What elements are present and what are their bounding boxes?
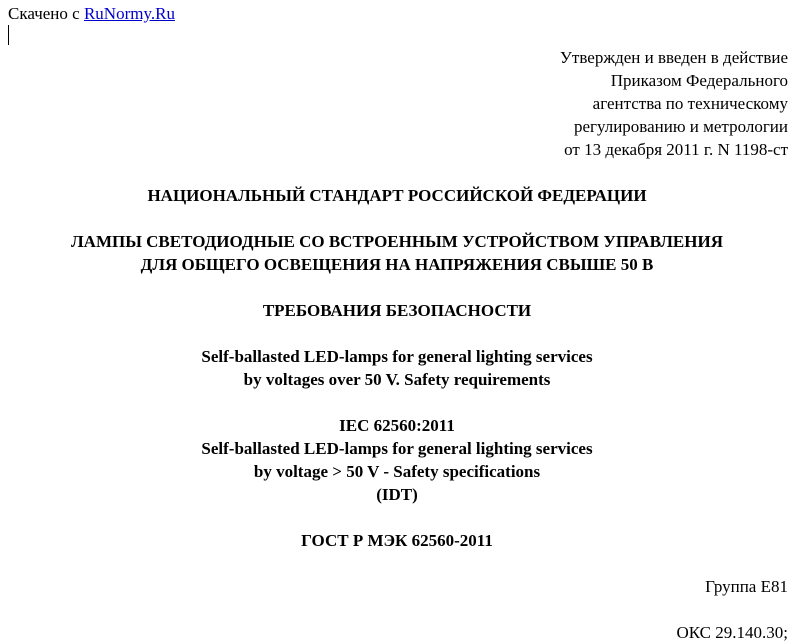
- standard-designation: [0, 529, 794, 552]
- classification-oks: ОКС 29.140.30;: [676, 623, 788, 642]
- source-line: [8, 2, 175, 25]
- classification-group: Группа Е81: [705, 577, 788, 596]
- standard-title-line: ДЛЯ ОБЩЕГО ОСВЕЩЕНИЯ НА НАПРЯЖЕНИЯ СВЫШЕ 50 В: [140, 255, 654, 274]
- standard-title-line: ЛАМПЫ СВЕТОДИОДНЫЕ СО ВСТРОЕННЫМ УСТРОЙСТВОМ УПРАВЛЕНИЯ: [71, 232, 723, 251]
- approval-line: регулированию и метрологии: [573, 117, 788, 136]
- text-cursor: [8, 25, 9, 45]
- iec-line: by voltage > 50 V - Safety specifications: [253, 462, 541, 481]
- standard-type-text: НАЦИОНАЛЬНЫЙ СТАНДАРТ РОССИЙСКОЙ ФЕДЕРАЦИИ: [147, 186, 647, 205]
- approval-line: Приказом Федерального: [610, 71, 788, 90]
- source-link[interactable]: RuNormy.Ru: [83, 4, 175, 23]
- iec-line: (IDT): [376, 485, 418, 504]
- standard-subtitle: [0, 299, 794, 322]
- source-prefix: Скачено с: [8, 4, 84, 23]
- approval-line: агентства по техническому: [592, 94, 788, 113]
- english-title: [0, 345, 794, 391]
- english-title-line: Self-ballasted LED-lamps for general lighting services: [201, 347, 593, 366]
- approval-block: [560, 46, 788, 161]
- iec-line: IEC 62560:2011: [339, 416, 455, 435]
- standard-designation-text: ГОСТ Р МЭК 62560-2011: [301, 531, 493, 550]
- approval-line: от 13 декабря 2011 г. N 1198-ст: [564, 140, 788, 159]
- iec-reference: [0, 414, 794, 506]
- approval-line: Утвержден и введен в действие: [559, 48, 788, 67]
- standard-type-heading: [0, 184, 794, 207]
- iec-line: Self-ballasted LED-lamps for general lighting services: [201, 439, 593, 458]
- english-title-line: by voltages over 50 V. Safety requirements: [243, 370, 551, 389]
- standard-subtitle-text: ТРЕБОВАНИЯ БЕЗОПАСНОСТИ: [262, 301, 532, 320]
- standard-title: [0, 230, 794, 276]
